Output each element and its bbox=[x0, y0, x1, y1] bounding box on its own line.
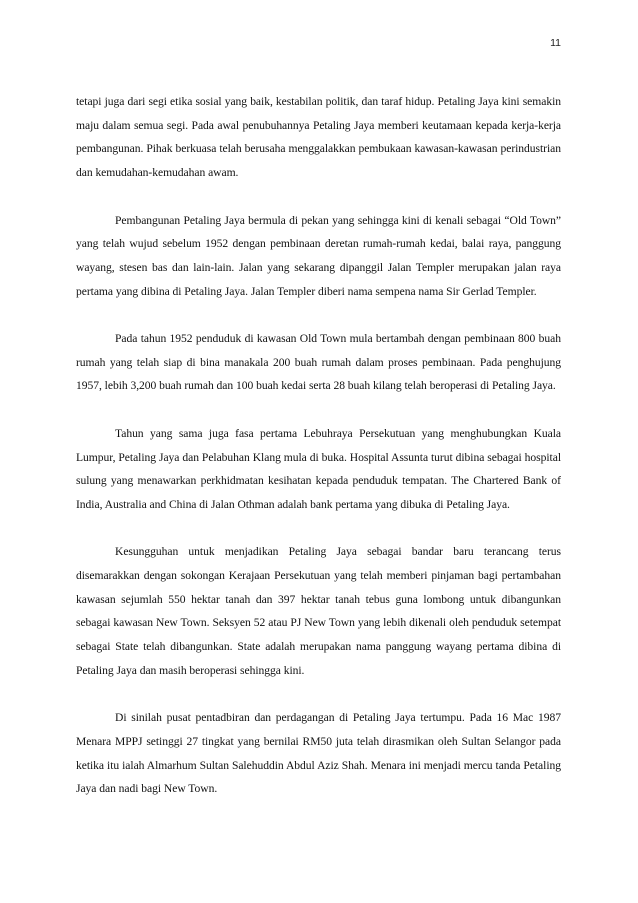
paragraph-new-town: Kesungguhan untuk menjadikan Petaling Jaya sebagai bandar baru terancang terus disemarakkan dengan sokongan Kerajaan Persekutuan yang telah memberi pinjaman bagi pertambahan kawasan sejumlah 550 hektar tanah dan 397 hektar tanah tebus guna lombong untuk dibangunkan sebagai kawasan New Town. Seksyen 52 atau PJ New Town yang lebih dikenali oleh penduduk setempat sebagai State telah dibangunkan. State adalah merupakan nama panggung wayang pertama dibina di Petaling Jaya dan masih beroperasi sehingga kini. bbox=[76, 545, 561, 677]
paragraph-continuation: tetapi juga dari segi etika sosial yang baik, kestabilan politik, dan taraf hidup. Petaling Jaya kini semakin maju dalam semua segi. Pada awal penubuhannya Petaling Jaya memberi keutamaan kepada kerja-kerja pembangunan. Pihak berkuasa telah berusaha menggalakkan pembukaan kawasan-kawasan perindustrian dan kemudahan-kemudahan awam. bbox=[76, 95, 561, 180]
paragraph-old-town: Pembangunan Petaling Jaya bermula di pekan yang sehingga kini di kenali sebagai “Old Town” yang telah wujud sebelum 1952 dengan pembinaan deretan rumah-rumah kedai, balai raya, panggung wayang, stesen bas dan lain-lain. Jalan yang sekarang dipanggil Jalan Templer merupakan jalan raya pertama yang dibina di Petaling Jaya. Jalan Templer diberi nama sempena nama Sir Gerlad Templer. bbox=[76, 213, 561, 298]
paragraph-menara-mppj: Di sinilah pusat pentadbiran dan perdagangan di Petaling Jaya tertumpu. Pada 16 Mac 1987 Menara MPPJ setinggi 27 tingkat yang bernilai RM50 juta telah dirasmikan oleh Sultan Selangor pada ketika itu ialah Almarhum Sultan Salehuddin Abdul Aziz Shah. Menara ini menjadi mercu tanda Petaling Jaya dan nadi bagi New Town. bbox=[76, 711, 561, 796]
paragraph-1952-housing: Pada tahun 1952 penduduk di kawasan Old Town mula bertambah dengan pembinaan 800 buah rumah yang telah siap di bina manakala 200 buah rumah dalam proses pembinaan. Pada penghujung 1957, lebih 3,200 buah rumah dan 100 buah kedai serta 28 buah kilang telah beroperasi di Petaling Jaya. bbox=[76, 332, 561, 393]
page-number: 11 bbox=[550, 37, 561, 49]
body-text bbox=[76, 90, 561, 801]
paragraph-federal-highway: Tahun yang sama juga fasa pertama Lebuhraya Persekutuan yang menghubungkan Kuala Lumpur, Petaling Jaya dan Pelabuhan Klang mula di buka. Hospital Assunta turut dibina sebagai hospital sulung yang menawarkan perkhidmatan kesihatan kepada penduduk tempatan. The Chartered Bank of India, Australia and China di Jalan Othman adalah bank pertama yang dibuka di Petaling Jaya. bbox=[76, 426, 561, 511]
